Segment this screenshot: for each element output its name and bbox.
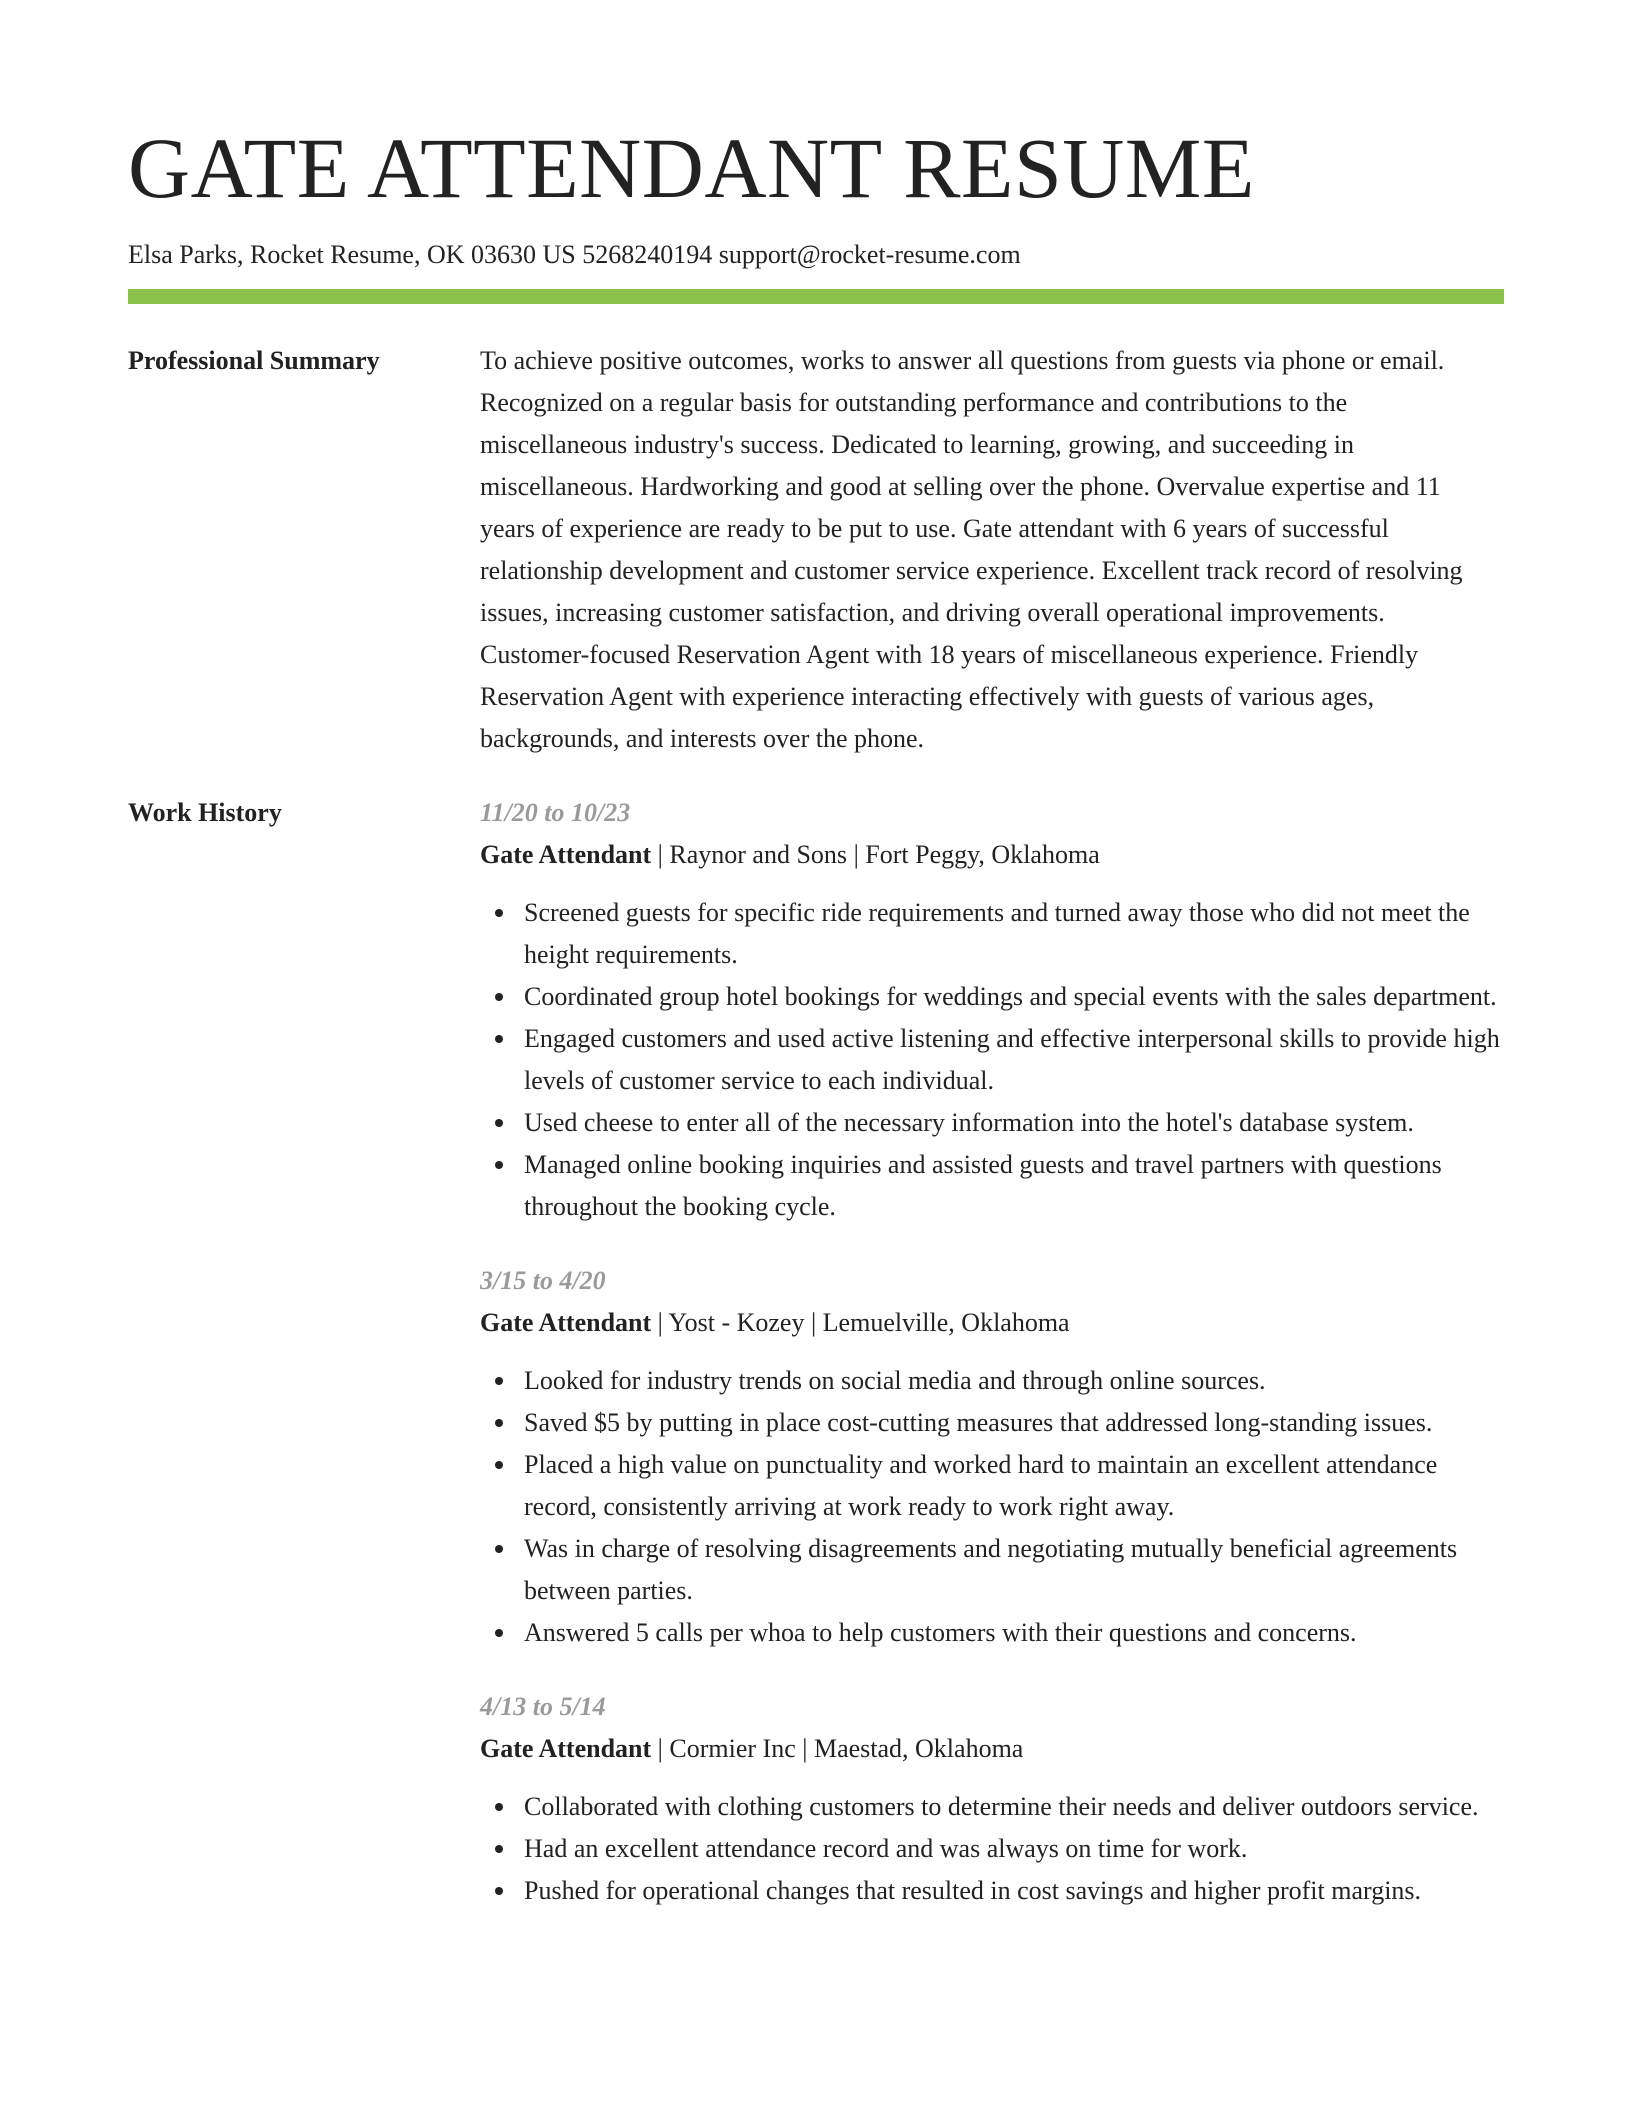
contact-name: Elsa Parks, [128, 240, 244, 269]
job-entry [480, 1260, 1504, 1654]
contact-location: OK 03630 US [426, 240, 576, 269]
bullet-icon [495, 1035, 503, 1043]
job-entry [480, 792, 1504, 1228]
header-divider [128, 289, 1504, 304]
job-bullet: Had an excellent attendance record and was always on time for work. [480, 1828, 1504, 1870]
job-dates: 4/13 to 5/14 [480, 1692, 606, 1721]
job-bullet: Answered 5 calls per whoa to help customers with their questions and concerns. [480, 1612, 1504, 1654]
contact-company: Rocket Resume, [250, 240, 421, 269]
job-company: Raynor and Sons [669, 840, 848, 869]
bullet-icon [495, 1461, 503, 1469]
bullet-icon [495, 1377, 503, 1385]
job-dates: 3/15 to 4/20 [480, 1266, 606, 1295]
job-header [480, 1302, 1504, 1344]
bullet-icon [495, 1887, 503, 1895]
job-bullet: Managed online booking inquiries and assisted guests and travel partners with questions throughout the booking cycle. [480, 1144, 1504, 1228]
job-location: Maestad, Oklahoma [813, 1734, 1024, 1763]
bullet-icon [495, 1119, 503, 1127]
job-title: Gate Attendant [480, 1734, 652, 1763]
professional-summary-section [128, 340, 1504, 760]
bullet-icon [495, 1629, 503, 1637]
work-history-section [128, 792, 1504, 1944]
job-bullet-list [480, 892, 1504, 1228]
bullet-icon [495, 909, 503, 917]
job-bullet: Saved $5 by putting in place cost-cutting measures that addressed long-standing issues. [480, 1402, 1504, 1444]
job-title: Gate Attendant [480, 840, 652, 869]
job-bullet: Looked for industry trends on social media and through online sources. [480, 1360, 1504, 1402]
contact-email: support@rocket-resume.com [718, 240, 1021, 269]
job-bullet: Placed a high value on punctuality and worked hard to maintain an excellent attendance record, consistently arriving at work ready to work right away. [480, 1444, 1504, 1528]
job-bullet-list [480, 1360, 1504, 1654]
job-header [480, 1728, 1504, 1770]
bullet-icon [495, 1419, 503, 1427]
job-bullet: Collaborated with clothing customers to determine their needs and deliver outdoors service. [480, 1786, 1504, 1828]
bullet-icon [495, 1161, 503, 1169]
summary-text: To achieve positive outcomes, works to answer all questions from guests via phone or email. Recognized on a regular basis for outstanding performance and contributions to the miscellaneous industry's success. Dedicated to learning, growing, and succeeding in miscellaneous. Hardworking and good at selling over the phone. Overvalue expertise and 11 years of experience are ready to be put to use. Gate attendant with 6 years of successful relationship development and customer service experience. Excellent track record of resolving issues, increasing customer satisfaction, and driving overall operational improvements. Customer-focused Reservation Agent with 18 years of miscellaneous experience. Friendly Reservation Agent with experience interacting effectively with guests of various ages, backgrounds, and interests over the phone. [480, 346, 1463, 753]
job-company: Cormier Inc [669, 1734, 796, 1763]
bullet-icon [495, 993, 503, 1001]
resume-page [128, 118, 1504, 1944]
job-bullet: Was in charge of resolving disagreements and negotiating mutually beneficial agreements between parties. [480, 1528, 1504, 1612]
section-label-work-history: Work History [128, 798, 282, 827]
job-bullet: Screened guests for specific ride requirements and turned away those who did not meet the height requirements. [480, 892, 1504, 976]
bullet-icon [495, 1803, 503, 1811]
section-label-summary: Professional Summary [128, 346, 380, 375]
job-bullet: Engaged customers and used active listening and effective interpersonal skills to provide high levels of customer service to each individual. [480, 1018, 1504, 1102]
job-bullet-list [480, 1786, 1504, 1912]
job-bullet: Coordinated group hotel bookings for weddings and special events with the sales department. [480, 976, 1504, 1018]
job-bullet: Used cheese to enter all of the necessary information into the hotel's database system. [480, 1102, 1504, 1144]
contact-phone: 5268240194 [582, 240, 713, 269]
contact-line [128, 238, 1504, 272]
job-entry [480, 1686, 1504, 1912]
bullet-icon [495, 1845, 503, 1853]
job-company: Yost - Kozey [668, 1308, 805, 1337]
job-bullet: Pushed for operational changes that resulted in cost savings and higher profit margins. [480, 1870, 1504, 1912]
resume-title: GATE ATTENDANT RESUME [128, 120, 1255, 216]
job-dates: 11/20 to 10/23 [480, 798, 631, 827]
bullet-icon [495, 1545, 503, 1553]
job-location: Lemuelville, Oklahoma [822, 1308, 1070, 1337]
job-location: Fort Peggy, Oklahoma [865, 840, 1100, 869]
job-header [480, 834, 1504, 876]
job-title: Gate Attendant [480, 1308, 652, 1337]
